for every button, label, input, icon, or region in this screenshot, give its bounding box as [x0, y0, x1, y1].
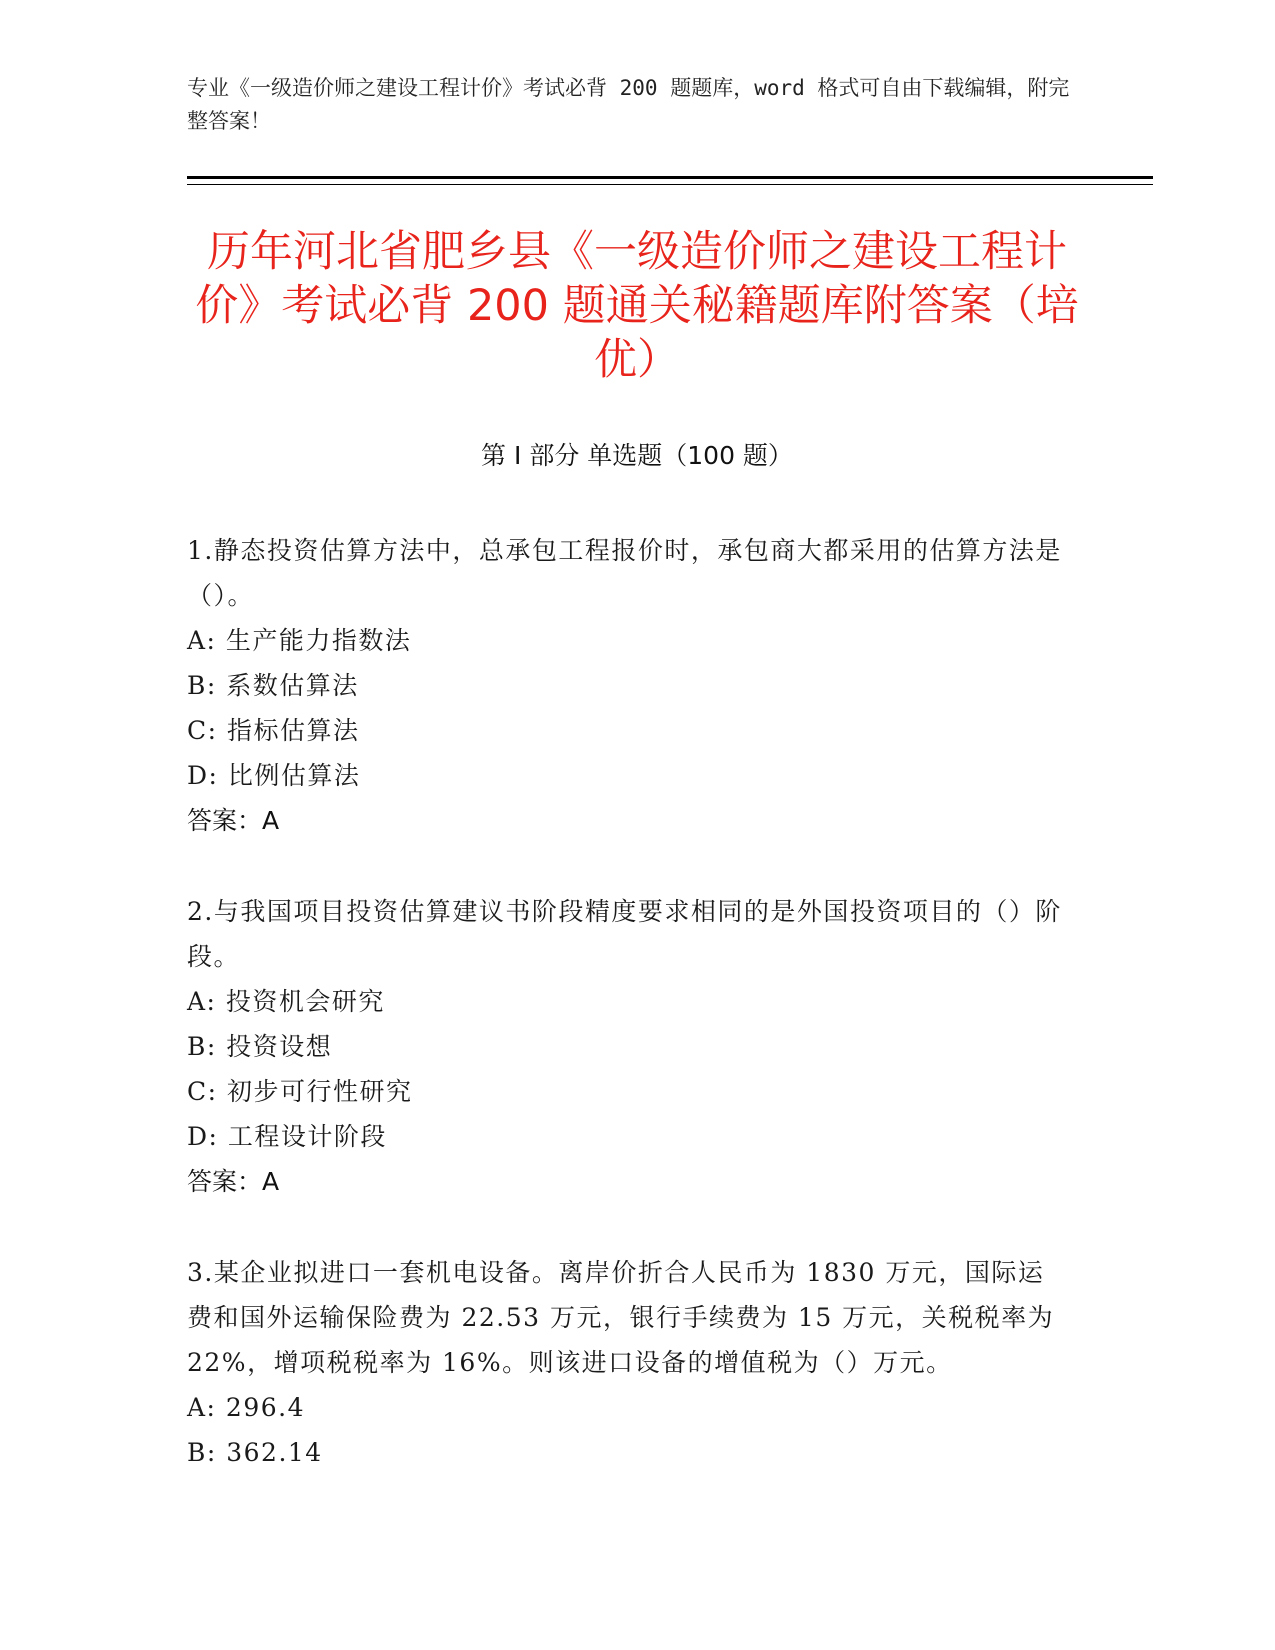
header-divider-thin	[187, 184, 1153, 185]
answer: 答案：A	[187, 806, 280, 835]
question-list	[187, 528, 1067, 1521]
option-d: D: 比例估算法	[187, 761, 361, 790]
document-title: 历年河北省肥乡县《一级造价师之建设工程计价》考试必背 200 题通关秘籍题库附答案（培优）	[195, 227, 1079, 385]
header-divider	[187, 176, 1153, 179]
question-1	[187, 528, 1067, 843]
question-text: 3.某企业拟进口一套机电设备。离岸价折合人民币为 1830 万元，国际运费和国外运输保险费为 22.53 万元，银行手续费为 15 万元，关税税率为 22%，增项税税率为 16%。则该进口设备的增值税为（）万元。	[187, 1258, 1055, 1377]
option-a: A: 生产能力指数法	[187, 626, 412, 655]
question-2	[187, 889, 1067, 1204]
option-b: B: 362.14	[187, 1438, 323, 1467]
option-b: B: 系数估算法	[187, 671, 359, 700]
section-title: 第 I 部分 单选题（100 题）	[481, 441, 793, 470]
option-a: A: 296.4	[187, 1393, 305, 1422]
answer: 答案：A	[187, 1167, 280, 1196]
option-c: C: 初步可行性研究	[187, 1077, 413, 1106]
option-a: A: 投资机会研究	[187, 987, 385, 1016]
option-c: C: 指标估算法	[187, 716, 360, 745]
question-text: 2.与我国项目投资估算建议书阶段精度要求相同的是外国投资项目的（）阶段。	[187, 897, 1062, 971]
question-text: 1.静态投资估算方法中，总承包工程报价时，承包商大都采用的估算方法是（）。	[187, 536, 1062, 610]
option-b: B: 投资设想	[187, 1032, 333, 1061]
option-d: D: 工程设计阶段	[187, 1122, 387, 1151]
question-3	[187, 1250, 1067, 1475]
header-note: 专业《一级造价师之建设工程计价》考试必背 200 题题库，word 格式可自由下载编辑，附完整答案！	[187, 76, 1070, 133]
